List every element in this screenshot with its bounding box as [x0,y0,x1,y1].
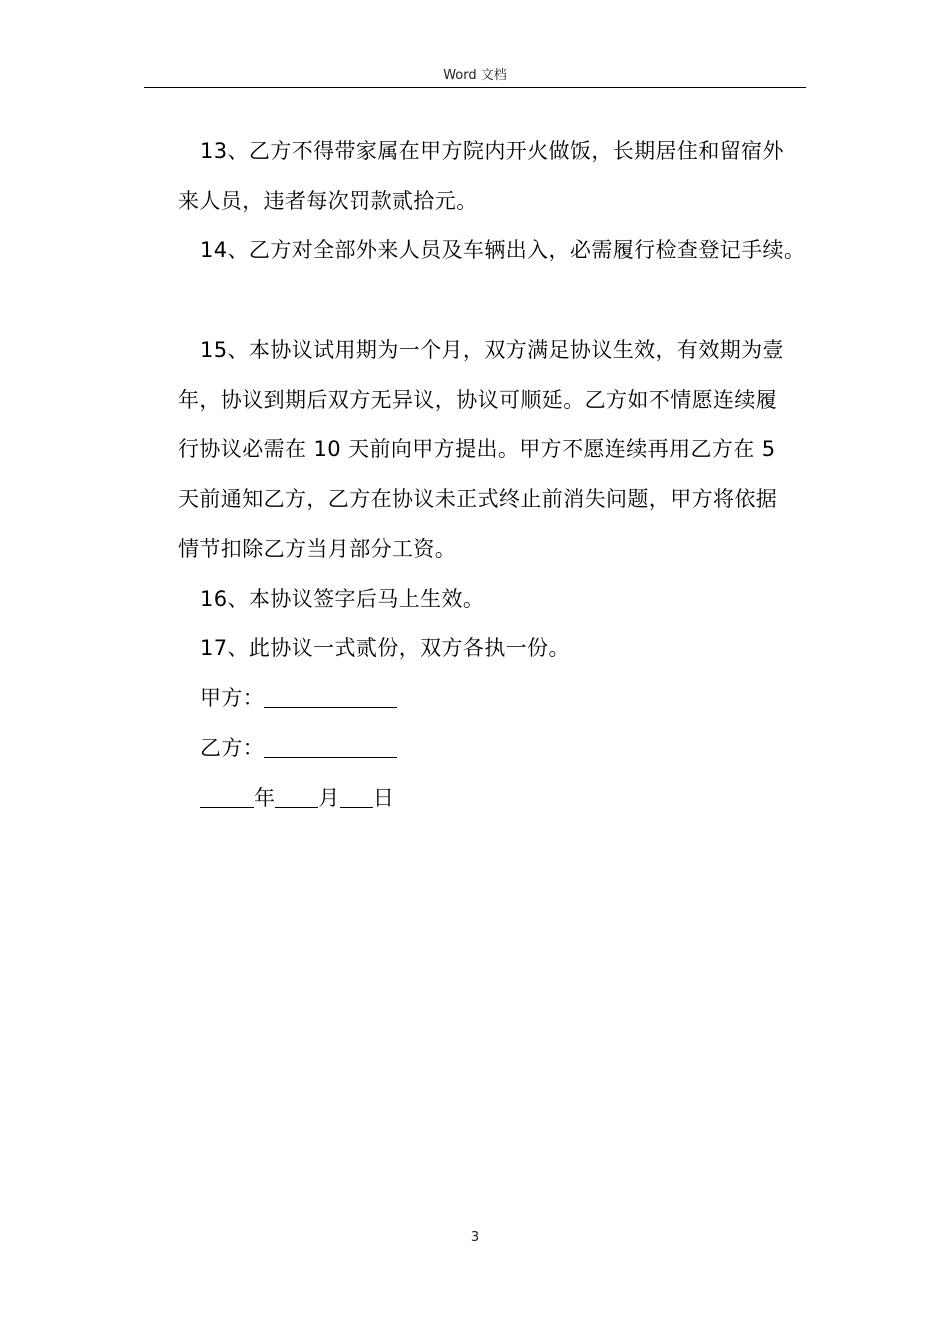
party-a-signature-blank [264,685,397,708]
clause-17-line-1: 17、此协议一式贰份，双方各执一份。 [200,636,570,660]
party-a-signature-line [200,683,860,713]
party-b-label: 乙方： [200,736,265,760]
clause-15-line-1: 15、本协议试用期为一个月，双方满足协议生效，有效期为壹 [200,338,784,362]
clause-15-line-3: 行协议必需在 10 天前向甲方提出。甲方不愿连续再用乙方在 5 [178,437,776,461]
header-title: Word 文档 [443,68,507,83]
party-a-label: 甲方： [200,686,265,710]
clause-14-line-1: 14、乙方对全部外来人员及车辆出入，必需履行检查登记手续。 [200,238,806,262]
year-blank [200,785,254,808]
clause-15-line-2: 年，协议到期后双方无异议，协议可顺延。乙方如不情愿连续履 [178,388,778,412]
clause-16-line-1: 16、本协议签字后马上生效。 [200,587,485,611]
month-blank [275,785,318,808]
party-b-signature-line [200,733,860,763]
month-label: 月 [318,786,340,810]
clause-13-line-2: 来人员，违者每次罚款贰拾元。 [178,189,478,213]
party-b-signature-blank [264,735,397,758]
day-label: 日 [372,786,395,810]
clause-13-line-1: 13、乙方不得带家属在甲方院内开火做饭，长期居住和留宿外 [200,139,784,163]
header-divider [144,87,806,88]
clause-15-line-5: 情节扣除乙方当月部分工资。 [178,537,457,561]
year-label: 年 [254,786,276,810]
day-blank [340,785,373,808]
page-number: 3 [470,1230,480,1245]
clause-15-line-4: 天前通知乙方，乙方在协议未正式终止前消失问题，甲方将依据 [178,487,778,511]
date-line [200,783,860,813]
